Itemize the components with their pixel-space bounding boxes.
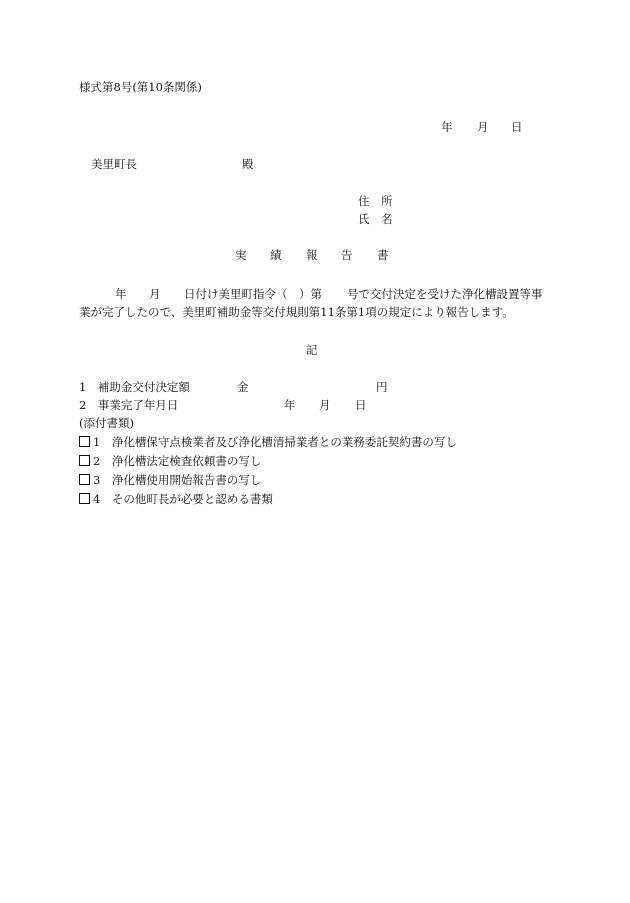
body-month: 月 [149, 287, 161, 301]
title-char: 績 [270, 248, 282, 262]
body-line2: 業が完了したので、美里町補助金等交付規則第11条第1項の規定により報告します。 [79, 305, 514, 319]
title-char: 書 [377, 248, 389, 262]
addressee-name: 美里町長 [91, 157, 137, 171]
item2-year: 年 [284, 398, 296, 412]
item2-day: 日 [355, 398, 367, 412]
checkbox-icon [79, 455, 90, 466]
body-line1-tail: 号で交付決定を受けた浄化槽設置等事 [347, 287, 543, 301]
date-month: 月 [477, 120, 489, 134]
date-year: 年 [441, 120, 453, 134]
body-date-ref: 日付け美里町指令（ ）第 [184, 287, 322, 301]
attachments-heading: (添付書類) [79, 416, 134, 430]
item2-month: 月 [319, 398, 331, 412]
item1-kin: 金 [237, 380, 249, 394]
attachment-label: 3 浄化槽使用開始報告書の写し [93, 473, 262, 487]
checkbox-icon [79, 436, 90, 447]
list-item [79, 454, 261, 468]
item1-yen: 円 [376, 380, 388, 394]
checkbox-icon [79, 474, 90, 485]
attachment-label: 4 その他町長が必要と認める書類 [93, 492, 273, 506]
ki-heading: 記 [306, 343, 318, 357]
addressee-honorific: 殿 [242, 157, 254, 171]
item2-label: 2 事業完了年月日 [79, 398, 179, 412]
name-label: 氏 名 [358, 212, 393, 226]
attachment-label: 1 浄化槽保守点検業者及び浄化槽清掃業者との業務委託契約書の写し [93, 435, 457, 449]
checkbox-icon [79, 493, 90, 504]
list-item [79, 435, 457, 449]
body-year: 年 [115, 287, 127, 301]
date-day: 日 [511, 120, 523, 134]
list-item [79, 492, 273, 506]
title-char: 告 [341, 248, 353, 262]
list-item [79, 473, 261, 487]
attachment-label: 2 浄化槽法定検査依頼書の写し [93, 454, 262, 468]
form-number: 様式第8号(第10条関係) [79, 80, 202, 94]
title-char: 実 [235, 248, 247, 262]
item1-label: 1 補助金交付決定額 [79, 380, 190, 394]
address-label: 住 所 [358, 194, 393, 208]
title-char: 報 [306, 248, 318, 262]
